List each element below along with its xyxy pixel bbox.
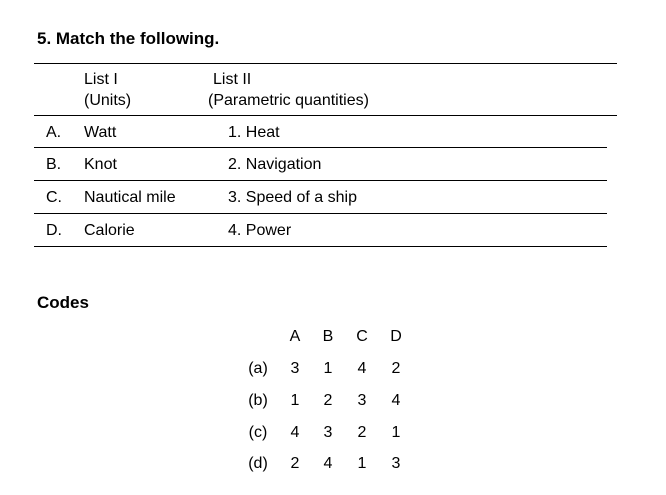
option-value: 3 xyxy=(357,392,367,409)
option-label: (d) xyxy=(248,455,268,472)
row-quantity: 4. Power xyxy=(228,222,292,239)
list2-subtitle: (Parametric quantities) xyxy=(208,92,369,109)
codes-title: Codes xyxy=(37,293,89,312)
codes-column-header: C xyxy=(356,328,368,345)
question-title: 5. Match the following. xyxy=(37,29,220,48)
option-value: 1 xyxy=(357,455,367,472)
row-unit: Watt xyxy=(84,124,117,141)
option-value: 4 xyxy=(290,424,300,441)
row-letter: A. xyxy=(46,124,62,141)
row-unit: Calorie xyxy=(84,222,135,239)
row-letter: C. xyxy=(46,189,62,206)
row-unit: Nautical mile xyxy=(84,189,176,206)
row-rule xyxy=(34,147,607,148)
row-quantity: 2. Navigation xyxy=(228,156,322,173)
row-rule xyxy=(34,180,607,181)
option-label: (a) xyxy=(248,360,268,377)
option-value: 3 xyxy=(323,424,333,441)
option-value: 2 xyxy=(357,424,367,441)
option-value: 4 xyxy=(357,360,367,377)
row-rule xyxy=(34,213,607,214)
codes-column-header: B xyxy=(322,328,334,345)
codes-column-header: A xyxy=(289,328,301,345)
option-value: 2 xyxy=(290,455,300,472)
row-quantity: 1. Heat xyxy=(228,124,280,141)
option-value: 4 xyxy=(391,392,401,409)
option-value: 4 xyxy=(323,455,333,472)
row-quantity: 3. Speed of a ship xyxy=(228,189,357,206)
option-value: 3 xyxy=(290,360,300,377)
option-value: 2 xyxy=(323,392,333,409)
row-unit: Knot xyxy=(84,156,117,173)
option-value: 3 xyxy=(391,455,401,472)
row-letter: D. xyxy=(46,222,62,239)
table-bottom-rule xyxy=(34,246,607,247)
option-value: 1 xyxy=(290,392,300,409)
option-value: 1 xyxy=(391,424,401,441)
list1-subtitle: (Units) xyxy=(84,92,132,109)
table-top-rule xyxy=(34,63,617,64)
option-label: (b) xyxy=(248,392,268,409)
option-value: 2 xyxy=(391,360,401,377)
option-value: 1 xyxy=(323,360,333,377)
header-rule xyxy=(34,115,617,116)
list2-title: List II xyxy=(213,71,252,88)
option-label: (c) xyxy=(248,424,268,441)
list1-title: List I xyxy=(84,71,118,88)
codes-column-header: D xyxy=(390,328,402,345)
row-letter: B. xyxy=(46,156,62,173)
